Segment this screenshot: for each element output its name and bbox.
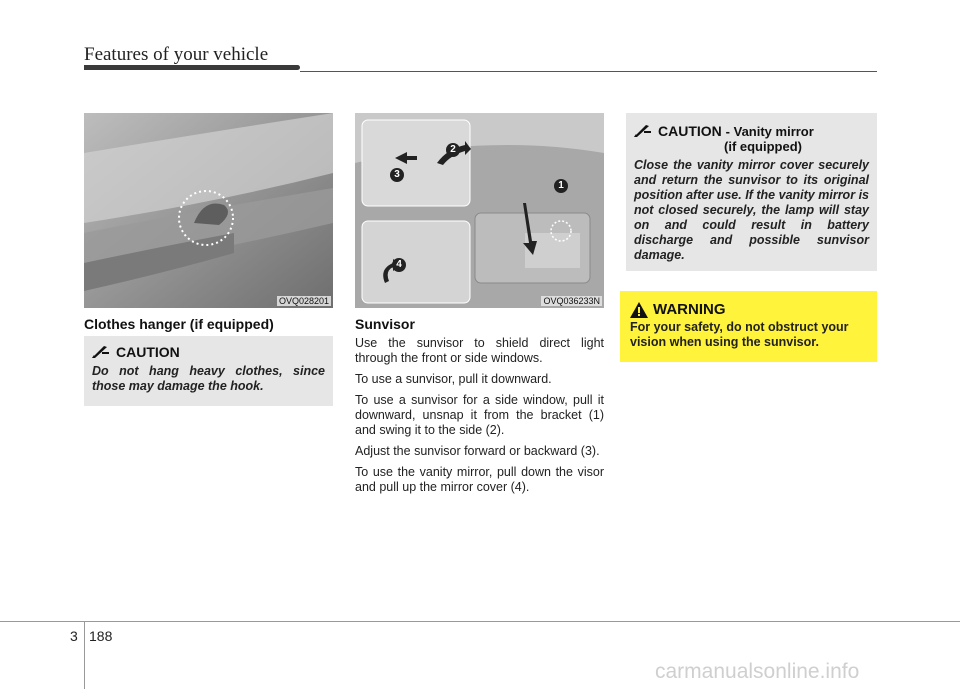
footer-rule: [0, 621, 960, 622]
page-header-title: Features of your vehicle: [84, 44, 269, 65]
warning-triangle-icon: [630, 302, 648, 318]
caution-heading-text: CAUTION: [116, 344, 180, 360]
sunvisor-paragraph: To use a sunvisor for a side window, pull it downward, unsnap it from the bracket (1) and swing it to the side (2).: [355, 393, 604, 437]
caution-subheading: - Vanity mirror: [725, 124, 814, 139]
callout-4: 4: [392, 258, 406, 272]
photo-code: OVQ036233N: [543, 296, 600, 306]
sunvisor-paragraph: To use a sunvisor, pull it downward.: [355, 372, 552, 386]
header-rule: [300, 71, 877, 72]
sunvisor-warning: [620, 291, 877, 362]
callout-2: 2: [446, 143, 460, 157]
sunvisor-paragraph: Adjust the sunvisor forward or backward (3).: [355, 444, 600, 458]
clothes-hanger-photo: [84, 113, 333, 308]
callout-1: 1: [554, 179, 568, 193]
clothes-hanger-illustration: [84, 113, 333, 308]
warning-body: For your safety, do not obstruct your vision when using the sunvisor.: [630, 320, 849, 349]
caution-body: Close the vanity mirror cover securely and return the sunvisor to its original position after use. If the vanity mirror is not closed securely, the lamp will stay on and could result in battery discharge and possible sunvisor damage.: [634, 158, 869, 262]
chapter-number: 3: [70, 628, 78, 644]
caution-pencil-icon: [634, 125, 652, 137]
caution-heading: [92, 344, 325, 360]
callout-3: 3: [390, 168, 404, 182]
clothes-hanger-caution: [84, 336, 333, 406]
sunvisor-photo: [355, 113, 604, 308]
footer-divider: [84, 621, 85, 689]
photo-code: OVQ028201: [278, 296, 329, 306]
caution-subheading-2: (if equipped): [724, 139, 802, 154]
header-bar: [84, 65, 300, 70]
warning-heading: [630, 301, 869, 318]
sunvisor-paragraph: Use the sunvisor to shield direct light through the front or side windows.: [355, 336, 604, 365]
sunvisor-title: Sunvisor: [355, 316, 415, 332]
vanity-mirror-caution: [626, 113, 877, 271]
sunvisor-illustration: [355, 113, 604, 308]
caution-pencil-icon: [92, 346, 110, 358]
watermark: carmanualsonline.info: [655, 660, 860, 683]
clothes-hanger-title: Clothes hanger (if equipped): [84, 316, 274, 332]
caution-heading: [634, 123, 869, 154]
sunvisor-paragraph: To use the vanity mirror, pull down the visor and pull up the mirror cover (4).: [355, 465, 604, 494]
page-number: 188: [89, 628, 113, 644]
warning-heading-text: WARNING: [653, 301, 726, 318]
caution-body: Do not hang heavy clothes, since those may damage the hook.: [92, 364, 325, 393]
sunvisor-body: [355, 336, 604, 501]
caution-heading-text: CAUTION: [658, 123, 722, 139]
